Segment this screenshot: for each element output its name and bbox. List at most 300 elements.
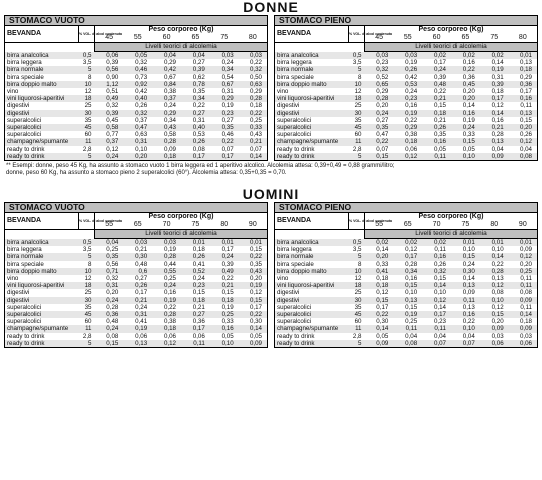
alcohol-level-value: 0,22	[422, 88, 451, 95]
alcohol-level-value: 0,52	[181, 268, 210, 275]
alcohol-level-value: 0,43	[239, 131, 268, 138]
weight-column-header: 80	[210, 221, 239, 230]
alcohol-percent: 60	[349, 318, 365, 325]
alcohol-level-value: 0,24	[95, 325, 124, 332]
table-row	[5, 333, 268, 340]
alcohol-level-value: 0,10	[123, 146, 152, 153]
alcohol-table	[274, 202, 538, 348]
alcohol-level-value: 0,14	[239, 325, 268, 332]
alcohol-level-value: 0,31	[210, 88, 239, 95]
alcohol-level-value: 0,29	[239, 88, 268, 95]
weight-column-header: 70	[152, 221, 181, 230]
alcohol-level-value: 0,39	[95, 59, 124, 66]
alcohol-level-value: 0,05	[365, 333, 394, 340]
table-row	[275, 153, 538, 161]
alcohol-level-value: 0,24	[451, 261, 480, 268]
table-row	[275, 88, 538, 95]
alcohol-level-value: 0,12	[95, 146, 124, 153]
beverage-name: digestivi	[5, 110, 79, 117]
alcohol-level-value: 0,15	[239, 297, 268, 304]
alcohol-level-value: 0,48	[95, 318, 124, 325]
alcohol-level-value: 0,13	[451, 282, 480, 289]
alcohol-level-value: 0,23	[422, 318, 451, 325]
alcohol-level-value: 0,29	[365, 88, 394, 95]
alcohol-level-value: 0,02	[480, 52, 509, 60]
alcohol-level-value: 0,24	[123, 304, 152, 311]
alcohol-level-value: 0,20	[451, 95, 480, 102]
weight-column-header: 80	[480, 221, 509, 230]
beverage-name: superalcolici	[5, 131, 79, 138]
stomach-state-header: STOMACO PIENO	[275, 203, 538, 213]
table-row	[275, 268, 538, 275]
alcohol-level-value: 0,33	[239, 124, 268, 131]
alcohol-level-value: 0,25	[239, 117, 268, 124]
alcohol-level-value: 0,19	[239, 282, 268, 289]
table-row	[5, 138, 268, 145]
alcohol-level-value: 0,39	[422, 74, 451, 81]
alcohol-level-value: 0,41	[181, 261, 210, 268]
alcohol-level-value: 0,18	[210, 297, 239, 304]
table-row	[5, 124, 268, 131]
alcohol-level-value: 0,42	[123, 88, 152, 95]
alcohol-level-value: 0,67	[210, 81, 239, 88]
alcohol-level-value: 0,09	[365, 340, 394, 348]
alcohol-level-value: 0,22	[210, 138, 239, 145]
alcohol-level-value: 0,51	[95, 88, 124, 95]
donne-pieno-table	[274, 15, 538, 161]
alcohol-level-value: 0,27	[181, 110, 210, 117]
alcohol-percent-header: % VOL. di alcol contenuta	[349, 213, 365, 230]
weight-column-header: 60	[152, 34, 181, 43]
weight-column-header: 80	[509, 34, 538, 43]
alcohol-level-value: 0,35	[239, 261, 268, 268]
beverage-name: ready to drink	[5, 333, 79, 340]
beverage-name: ready to drink	[275, 153, 349, 161]
alcohol-percent: 0,5	[79, 239, 95, 247]
alcohol-level-value: 0,17	[181, 153, 210, 161]
beverage-name: digestivi	[275, 102, 349, 109]
alcohol-level-value: 0,14	[239, 153, 268, 161]
alcohol-level-value: 0,12	[152, 340, 181, 348]
alcohol-level-value: 0,05	[210, 333, 239, 340]
alcohol-level-value: 0,20	[239, 275, 268, 282]
beverage-name: ready to drink	[5, 153, 79, 161]
alcohol-level-value: 0,18	[152, 325, 181, 332]
alcohol-level-value: 0,18	[152, 153, 181, 161]
alcohol-level-value: 0,18	[181, 297, 210, 304]
beverage-name: vino	[275, 275, 349, 282]
table-row	[5, 275, 268, 282]
alcohol-level-value: 0,23	[393, 95, 422, 102]
alcohol-level-value: 0,19	[210, 102, 239, 109]
alcohol-level-value: 0,29	[509, 74, 538, 81]
alcohol-level-value: 0,73	[123, 74, 152, 81]
alcohol-level-value: 0,12	[480, 282, 509, 289]
alcohol-level-value: 0,12	[509, 253, 538, 260]
table-row	[275, 66, 538, 73]
alcohol-level-value: 0,06	[509, 340, 538, 348]
alcohol-level-value: 0,15	[451, 253, 480, 260]
alcohol-level-value: 0,27	[181, 311, 210, 318]
alcohol-level-value: 0,23	[210, 110, 239, 117]
alcohol-percent: 60	[79, 318, 95, 325]
alcohol-level-value: 0,13	[509, 110, 538, 117]
table-row	[275, 318, 538, 325]
beverage-name: birra leggera	[275, 59, 349, 66]
alcohol-level-value: 0,17	[210, 246, 239, 253]
alcohol-level-value: 0,27	[365, 117, 394, 124]
alcohol-level-value: 0,26	[181, 138, 210, 145]
alcohol-level-value: 0,41	[365, 268, 394, 275]
alcohol-level-value: 0,12	[480, 304, 509, 311]
beverage-name: superalcolici	[5, 318, 79, 325]
alcohol-level-value: 0,13	[451, 304, 480, 311]
alcohol-level-value: 0,14	[422, 282, 451, 289]
beverage-name: birra doppio malto	[5, 268, 79, 275]
beverage-name: birra normale	[275, 253, 349, 260]
table-row	[275, 253, 538, 260]
alcohol-level-value: 0,17	[480, 95, 509, 102]
beverage-name: birra speciale	[275, 261, 349, 268]
bevanda-header: BEVANDA	[275, 26, 349, 43]
alcohol-level-value: 0,02	[365, 239, 394, 247]
alcohol-level-value: 0,15	[95, 340, 124, 348]
alcohol-level-value: 0,30	[451, 268, 480, 275]
alcohol-level-value: 0,30	[365, 318, 394, 325]
alcohol-level-value: 0,17	[422, 59, 451, 66]
beverage-name: superalcolici	[5, 311, 79, 318]
alcohol-level-value: 0,14	[451, 275, 480, 282]
alcohol-level-value: 0,6	[123, 268, 152, 275]
table-row	[5, 297, 268, 304]
body-weight-header: Peso corporeo (Kg)	[95, 26, 268, 35]
alcohol-level-value: 0,31	[123, 138, 152, 145]
alcohol-level-value: 0,02	[422, 52, 451, 60]
weight-column-header: 65	[393, 221, 422, 230]
alcohol-level-value: 0,46	[123, 66, 152, 73]
alcohol-level-value: 0,43	[152, 124, 181, 131]
uomini-tables	[0, 202, 542, 348]
alcohol-table	[274, 15, 538, 161]
alcohol-level-value: 0,34	[210, 66, 239, 73]
alcohol-level-value: 0,15	[239, 246, 268, 253]
beverage-name: vini liquorosi-aperitivi	[275, 95, 349, 102]
table-row	[275, 52, 538, 60]
table-row	[5, 282, 268, 289]
alcohol-level-value: 0,06	[123, 333, 152, 340]
alcohol-level-value: 0,03	[210, 52, 239, 60]
alcohol-level-value: 0,32	[365, 66, 394, 73]
alcohol-percent: 5	[349, 340, 365, 348]
alcohol-level-value: 0,25	[393, 318, 422, 325]
table-row	[275, 275, 538, 282]
beverage-name: champagne/spumante	[275, 325, 349, 332]
alcohol-level-value: 0,03	[365, 52, 394, 60]
weight-column-header: 65	[181, 34, 210, 43]
alcohol-level-value: 0,04	[393, 333, 422, 340]
body-weight-header: Peso corporeo (Kg)	[95, 213, 268, 222]
alcohol-percent: 18	[349, 95, 365, 102]
alcohol-level-value: 0,18	[365, 275, 394, 282]
beverage-name: vini liquorosi-aperitivi	[5, 95, 79, 102]
alcohol-level-value: 0,15	[480, 311, 509, 318]
alcohol-level-value: 0,17	[210, 153, 239, 161]
alcohol-level-value: 0,36	[181, 318, 210, 325]
alcohol-level-value: 0,24	[422, 66, 451, 73]
alcohol-level-value: 0,04	[422, 333, 451, 340]
alcohol-level-value: 0,01	[509, 239, 538, 247]
alcohol-level-value: 0,25	[509, 268, 538, 275]
alcohol-level-value: 0,53	[393, 81, 422, 88]
table-row	[275, 282, 538, 289]
alcohol-level-value: 0,56	[95, 66, 124, 73]
alcohol-level-value: 0,04	[451, 333, 480, 340]
alcohol-level-value: 0,20	[95, 289, 124, 296]
alcohol-level-value: 0,29	[152, 59, 181, 66]
alcohol-level-value: 0,26	[422, 261, 451, 268]
alcohol-level-value: 0,43	[239, 268, 268, 275]
beverage-name: birra analcolica	[5, 52, 79, 60]
alcohol-level-value: 0,19	[451, 117, 480, 124]
stomach-state-header: STOMACO VUOTO	[5, 203, 268, 213]
alcohol-level-value: 0,45	[451, 81, 480, 88]
alcohol-percent: 10	[79, 81, 95, 88]
alcohol-level-value: 0,35	[210, 124, 239, 131]
weight-column-header: 75	[451, 221, 480, 230]
alcohol-level-value: 0,24	[95, 297, 124, 304]
beverage-name: digestivi	[5, 297, 79, 304]
alcohol-level-value: 0,39	[480, 81, 509, 88]
beverage-name: birra doppio malto	[275, 81, 349, 88]
beverage-name: birra doppio malto	[275, 268, 349, 275]
alcohol-level-value: 0,20	[509, 261, 538, 268]
alcohol-level-value: 0,92	[123, 81, 152, 88]
beverage-name: superalcolici	[5, 304, 79, 311]
table-row	[275, 59, 538, 66]
beverage-name: birra analcolica	[275, 239, 349, 247]
alcohol-level-value: 0,26	[422, 124, 451, 131]
alcohol-percent: 8	[349, 74, 365, 81]
alcohol-level-value: 0,12	[393, 246, 422, 253]
alcohol-level-value: 0,17	[365, 304, 394, 311]
alcohol-level-value: 0,35	[365, 124, 394, 131]
alcohol-level-value: 0,35	[95, 253, 124, 260]
alcohol-level-value: 0,55	[152, 268, 181, 275]
alcohol-level-value: 0,78	[181, 81, 210, 88]
alcohol-percent: 45	[349, 124, 365, 131]
alcohol-level-value: 0,21	[181, 304, 210, 311]
alcohol-percent: 3,5	[349, 59, 365, 66]
alcohol-level-value: 0,24	[365, 110, 394, 117]
alcohol-level-value: 0,67	[152, 74, 181, 81]
alcohol-level-value: 0,14	[365, 325, 394, 332]
alcohol-level-value: 0,19	[393, 59, 422, 66]
beverage-name: vino	[275, 88, 349, 95]
beverage-name: ready to drink	[275, 340, 349, 348]
alcohol-percent: 3,5	[79, 59, 95, 66]
table-row	[5, 131, 268, 138]
alcohol-level-value: 0,27	[210, 117, 239, 124]
alcohol-level-value: 0,26	[181, 253, 210, 260]
table-row	[5, 268, 268, 275]
alcohol-level-value: 0,21	[422, 117, 451, 124]
alcohol-percent: 5	[349, 66, 365, 73]
alcohol-level-value: 0,15	[393, 304, 422, 311]
alcohol-level-value: 0,33	[451, 131, 480, 138]
beverage-name: superalcolici	[5, 124, 79, 131]
alcohol-level-value: 0,49	[95, 95, 124, 102]
alcohol-level-value: 0,12	[422, 297, 451, 304]
alcohol-level-value: 0,22	[365, 311, 394, 318]
beverage-name: birra analcolica	[275, 52, 349, 60]
beverage-name: champagne/spumante	[5, 325, 79, 332]
alcohol-percent: 35	[79, 117, 95, 124]
alcohol-level-value: 0,07	[451, 340, 480, 348]
alcohol-level-value: 0,09	[509, 297, 538, 304]
alcohol-level-value: 0,24	[181, 275, 210, 282]
alcohol-percent: 25	[79, 289, 95, 296]
table-row	[275, 239, 538, 247]
alcohol-level-value: 0,10	[451, 153, 480, 161]
alcohol-level-value: 0,21	[123, 297, 152, 304]
alcohol-level-value: 0,22	[152, 304, 181, 311]
alcohol-level-value: 0,15	[393, 282, 422, 289]
beverage-name: digestivi	[275, 289, 349, 296]
alcohol-level-value: 0,14	[509, 311, 538, 318]
alcohol-level-value: 0,42	[393, 74, 422, 81]
body-weight-header: Peso corporeo (Kg)	[365, 26, 538, 35]
alcohol-level-value: 0,40	[181, 124, 210, 131]
alcohol-level-value: 0,35	[422, 131, 451, 138]
alcohol-percent: 60	[79, 131, 95, 138]
beverage-name: birra speciale	[5, 74, 79, 81]
table-row	[5, 318, 268, 325]
alcohol-percent: 8	[349, 261, 365, 268]
alcohol-level-value: 0,11	[509, 275, 538, 282]
alcohol-level-value: 0,22	[239, 59, 268, 66]
alcohol-percent: 18	[79, 282, 95, 289]
alcohol-level-value: 0,21	[123, 246, 152, 253]
alcohol-level-value: 0,10	[451, 246, 480, 253]
alcohol-level-value: 0,47	[123, 124, 152, 131]
alcohol-level-value: 0,15	[181, 289, 210, 296]
alcohol-level-value: 0,22	[480, 261, 509, 268]
beverage-name: birra normale	[275, 66, 349, 73]
alcohol-level-value: 0,09	[239, 340, 268, 348]
alcohol-level-value: 0,17	[509, 88, 538, 95]
alcohol-level-value: 0,01	[509, 52, 538, 60]
alcohol-level-value: 0,08	[181, 146, 210, 153]
alcohol-level-value: 0,19	[393, 311, 422, 318]
beverage-name: superalcolici	[275, 124, 349, 131]
table-row	[5, 239, 268, 247]
weight-column-header: 80	[239, 34, 268, 43]
alcohol-percent: 10	[349, 268, 365, 275]
alcohol-percent: 0,5	[349, 52, 365, 60]
alcohol-level-value: 0,16	[451, 110, 480, 117]
table-row	[5, 66, 268, 73]
table-row	[5, 261, 268, 268]
donne-examples-note: ** Esempi: donne, peso 45 Kg, ha assunto a stomaco vuoto 1 birra leggera ed 1 aperitivo alcolico. Alcolemia attesa: 0,39+0,49 = 0,88 grammi/litro; donne, peso 60 Kg, ha assunto a stomaco pieno 2 superalcolici (60°). Alcolemia attesa: 0,35+0,35 = 0,70.	[6, 163, 395, 177]
alcohol-level-value: 0,15	[210, 289, 239, 296]
alcohol-level-value: 0,24	[210, 253, 239, 260]
table-row	[275, 74, 538, 81]
alcohol-percent: 3,5	[79, 246, 95, 253]
alcohol-level-value: 0,04	[480, 146, 509, 153]
table-row	[275, 297, 538, 304]
alcohol-level-value: 0,38	[152, 318, 181, 325]
alcohol-percent: 11	[349, 325, 365, 332]
alcohol-level-value: 0,10	[393, 289, 422, 296]
alcohol-level-value: 0,24	[152, 102, 181, 109]
alcohol-level-value: 0,29	[393, 124, 422, 131]
alcohol-level-value: 0,24	[95, 153, 124, 161]
weight-column-header: 55	[393, 34, 422, 43]
alcohol-level-value: 0,26	[509, 131, 538, 138]
table-row	[5, 289, 268, 296]
weight-column-header: 75	[210, 34, 239, 43]
alcohol-level-value: 0,08	[480, 289, 509, 296]
alcohol-level-value: 0,07	[210, 146, 239, 153]
alcohol-level-value: 0,20	[123, 153, 152, 161]
table-row	[275, 261, 538, 268]
alcohol-level-value: 0,14	[480, 110, 509, 117]
alcohol-level-value: 0,05	[422, 146, 451, 153]
table-row	[5, 325, 268, 332]
alcohol-level-value: 0,28	[152, 311, 181, 318]
alcohol-percent: 25	[349, 289, 365, 296]
donne-tables	[0, 15, 542, 161]
alcohol-level-value: 0,52	[365, 74, 394, 81]
alcohol-level-value: 0,11	[422, 246, 451, 253]
alcohol-level-value: 0,14	[480, 59, 509, 66]
alcohol-level-value: 0,17	[393, 253, 422, 260]
alcohol-level-value: 0,65	[365, 81, 394, 88]
table-row	[275, 95, 538, 102]
alcohol-percent-header: % VOL. di alcol contenuta	[349, 26, 365, 43]
beverage-name: digestivi	[275, 110, 349, 117]
table-row	[275, 110, 538, 117]
alcohol-level-value: 0,36	[451, 74, 480, 81]
table-row	[275, 325, 538, 332]
alcohol-level-value: 0,28	[365, 95, 394, 102]
table-row	[5, 81, 268, 88]
alcohol-level-value: 0,01	[239, 239, 268, 247]
beverage-name: birra analcolica	[5, 239, 79, 247]
alcohol-level-value: 0,34	[181, 95, 210, 102]
alcohol-level-value: 0,84	[152, 81, 181, 88]
alcohol-percent: 45	[79, 124, 95, 131]
alcohol-level-value: 0,15	[422, 102, 451, 109]
alcohol-level-value: 0,26	[393, 66, 422, 73]
alcohol-level-value: 0,15	[365, 297, 394, 304]
alcohol-level-value: 0,13	[480, 138, 509, 145]
alcohol-level-value: 0,71	[95, 268, 124, 275]
beverage-name: birra normale	[5, 253, 79, 260]
table-row	[275, 146, 538, 153]
alcohol-level-value: 0,13	[480, 275, 509, 282]
alcohol-level-value: 0,17	[422, 311, 451, 318]
alcohol-level-value: 0,11	[181, 340, 210, 348]
alcohol-level-value: 0,04	[181, 52, 210, 60]
alcohol-level-value: 0,13	[123, 340, 152, 348]
weight-column-header: 45	[365, 34, 394, 43]
alcohol-level-value: 0,48	[422, 81, 451, 88]
alcohol-level-value: 0,20	[480, 318, 509, 325]
alcohol-level-value: 0,46	[210, 131, 239, 138]
alcohol-percent: 11	[79, 138, 95, 145]
table-row	[5, 246, 268, 253]
